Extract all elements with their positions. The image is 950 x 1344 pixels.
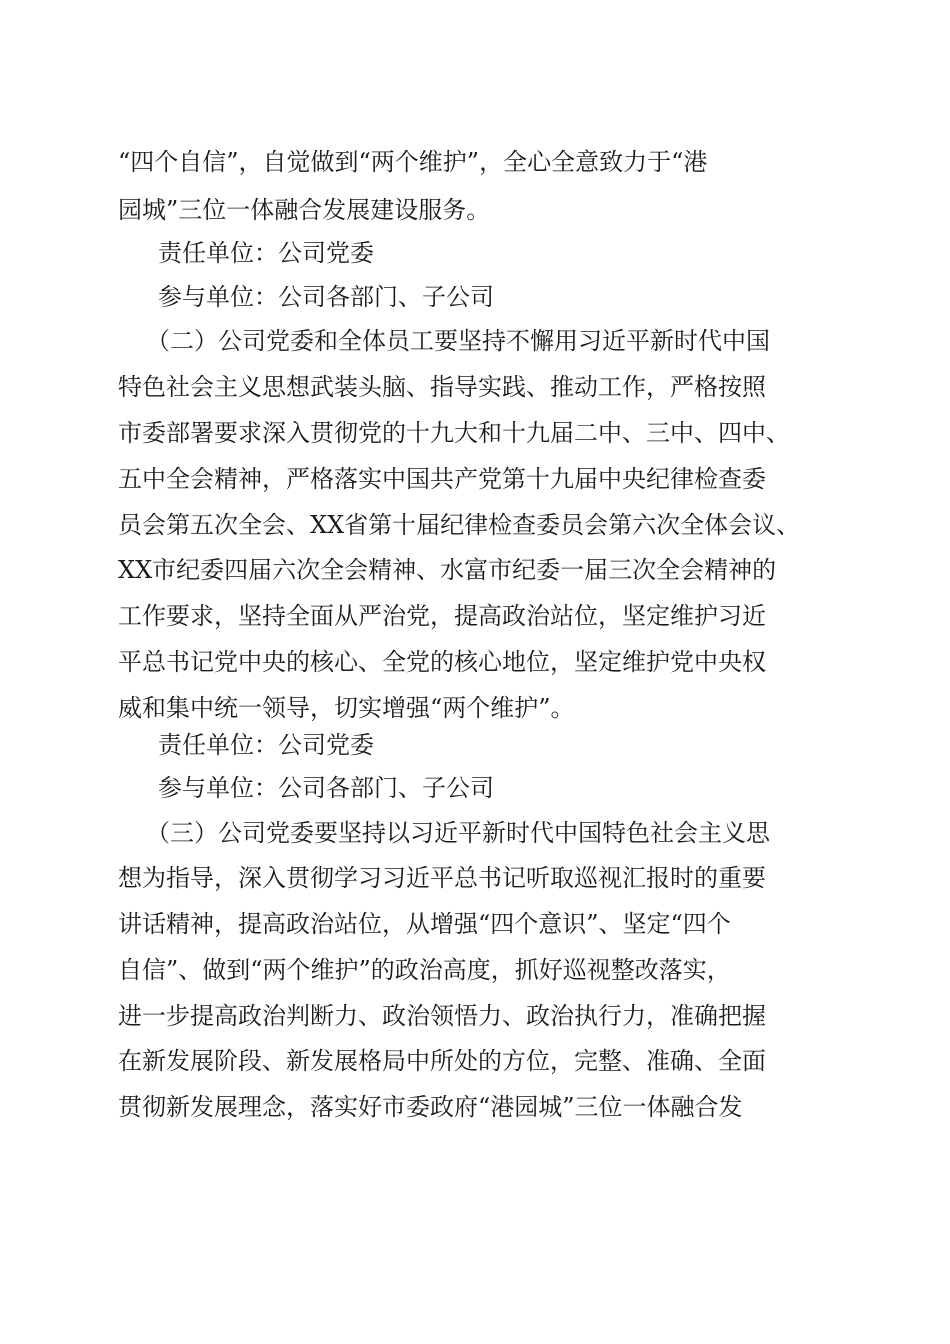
text-line: 威和集中统一领导，切实增强“两个维护”。 xyxy=(118,694,575,722)
text-line: XX市纪委四届六次全会精神、水富市纪委一届三次全会精神的 xyxy=(118,556,777,584)
text-line: 想为指导，深入贯彻学习习近平总书记听取巡视汇报时的重要 xyxy=(118,864,766,892)
responsible-unit-line: 责任单位：公司党委 xyxy=(158,239,374,267)
text-line: 讲话精神，提高政治站位，从增强“四个意识”、坚定“四个 xyxy=(118,910,731,938)
text-line: “四个自信”，自觉做到“两个维护”，全心全意致力于“港 xyxy=(118,148,708,176)
text-line: 市委部署要求深入贯彻党的十九大和十九届二中、三中、四中、 xyxy=(118,419,790,447)
text-line: 贯彻新发展理念，落实好市委政府“港园城”三位一体融合发 xyxy=(118,1093,743,1121)
text-line: 五中全会精神，严格落实中国共产党第十九届中央纪律检查委 xyxy=(118,465,766,493)
text-line: 特色社会主义思想武装头脑、指导实践、推动工作，严格按照 xyxy=(118,373,766,401)
text-line: 自信”、做到“两个维护”的政治高度，抓好巡视整改落实， xyxy=(118,956,731,984)
text-line: 园城”三位一体融合发展建设服务。 xyxy=(118,196,491,224)
text-line: 进一步提高政治判断力、政治领悟力、政治执行力，准确把握 xyxy=(118,1002,766,1030)
section-heading-line: （三）公司党委要坚持以习近平新时代中国特色社会主义思 xyxy=(146,819,770,847)
participating-unit-line: 参与单位：公司各部门、子公司 xyxy=(158,774,494,802)
text-line: 在新发展阶段、新发展格局中所处的方位，完整、准确、全面 xyxy=(118,1047,766,1075)
text-line: 工作要求，坚持全面从严治党，提高政治站位，坚定维护习近 xyxy=(118,602,766,630)
text-line: 员会第五次全会、XX省第十届纪律检查委员会第六次全体会议、 xyxy=(118,511,801,539)
participating-unit-line: 参与单位：公司各部门、子公司 xyxy=(158,283,494,311)
text-line: 平总书记党中央的核心、全党的核心地位，坚定维护党中央权 xyxy=(118,648,766,676)
responsible-unit-line: 责任单位：公司党委 xyxy=(158,731,374,759)
section-heading-line: （二）公司党委和全体员工要坚持不懈用习近平新时代中国 xyxy=(146,327,770,355)
